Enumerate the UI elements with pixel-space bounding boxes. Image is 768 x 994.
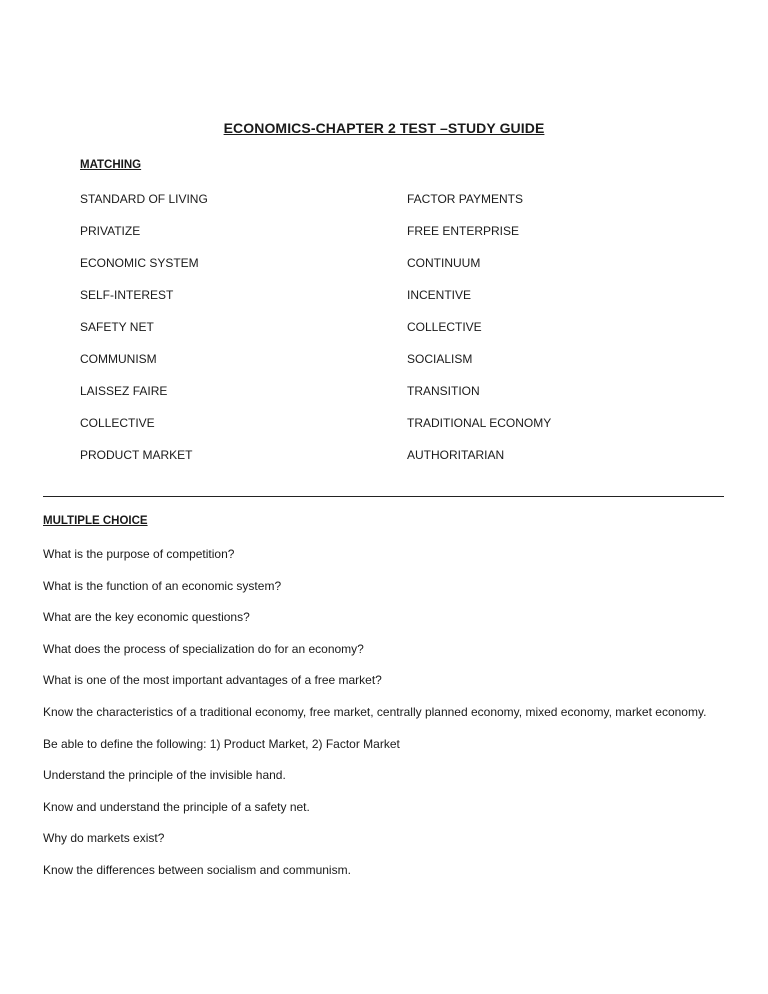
- matching-term-grid: [80, 192, 640, 480]
- matching-term-right: CONTINUUM: [407, 256, 481, 270]
- study-question: What is one of the most important advantages of a free market?: [43, 673, 382, 688]
- matching-term-left: PRODUCT MARKET: [80, 448, 193, 462]
- study-question: Know the characteristics of a traditional economy, free market, centrally planned economy, mixed economy, market economy.: [43, 704, 707, 719]
- matching-term-right: TRANSITION: [407, 384, 480, 398]
- matching-term-right: SOCIALISM: [407, 352, 473, 366]
- study-question: What does the process of specialization do for an economy?: [43, 641, 364, 656]
- matching-term-right: FREE ENTERPRISE: [407, 224, 520, 238]
- matching-term-right: INCENTIVE: [407, 288, 472, 302]
- matching-row: [80, 224, 640, 256]
- matching-term-left: COLLECTIVE: [80, 416, 155, 430]
- study-question: What is the purpose of competition?: [43, 547, 235, 561]
- matching-term-right: TRADITIONAL ECONOMY: [407, 416, 552, 430]
- study-question: Why do markets exist?: [43, 831, 165, 846]
- matching-term-right: AUTHORITARIAN: [407, 448, 505, 462]
- matching-term-left: ECONOMIC SYSTEM: [80, 256, 199, 270]
- multiple-choice-heading: MULTIPLE CHOICE: [43, 515, 148, 527]
- matching-row: [80, 288, 640, 320]
- study-question: Understand the principle of the invisible hand.: [43, 768, 286, 783]
- study-question: Be able to define the following: 1) Product Market, 2) Factor Market: [43, 736, 400, 751]
- study-question: Know and understand the principle of a safety net.: [43, 799, 310, 814]
- study-question: Know the differences between socialism and communism.: [43, 862, 351, 877]
- matching-term-left: COMMUNISM: [80, 352, 157, 366]
- matching-term-left: SAFETY NET: [80, 320, 154, 334]
- matching-row: [80, 384, 640, 416]
- matching-row: [80, 320, 640, 352]
- study-question: What is the function of an economic system?: [43, 578, 282, 593]
- matching-row: [80, 352, 640, 384]
- matching-term-right: COLLECTIVE: [407, 320, 482, 334]
- matching-row: [80, 256, 640, 288]
- study-question-list: [43, 546, 733, 894]
- matching-term-left: SELF-INTEREST: [80, 288, 174, 302]
- matching-row: [80, 448, 640, 480]
- section-divider: [43, 496, 724, 497]
- matching-row: [80, 416, 640, 448]
- page-title: ECONOMICS-CHAPTER 2 TEST –STUDY GUIDE: [223, 120, 545, 136]
- matching-row: [80, 192, 640, 224]
- matching-term-left: LAISSEZ FAIRE: [80, 384, 168, 398]
- study-question: What are the key economic questions?: [43, 610, 250, 625]
- matching-heading: MATCHING: [80, 159, 142, 171]
- matching-term-left: STANDARD OF LIVING: [80, 192, 208, 206]
- matching-term-right: FACTOR PAYMENTS: [407, 192, 524, 206]
- matching-term-left: PRIVATIZE: [80, 224, 141, 238]
